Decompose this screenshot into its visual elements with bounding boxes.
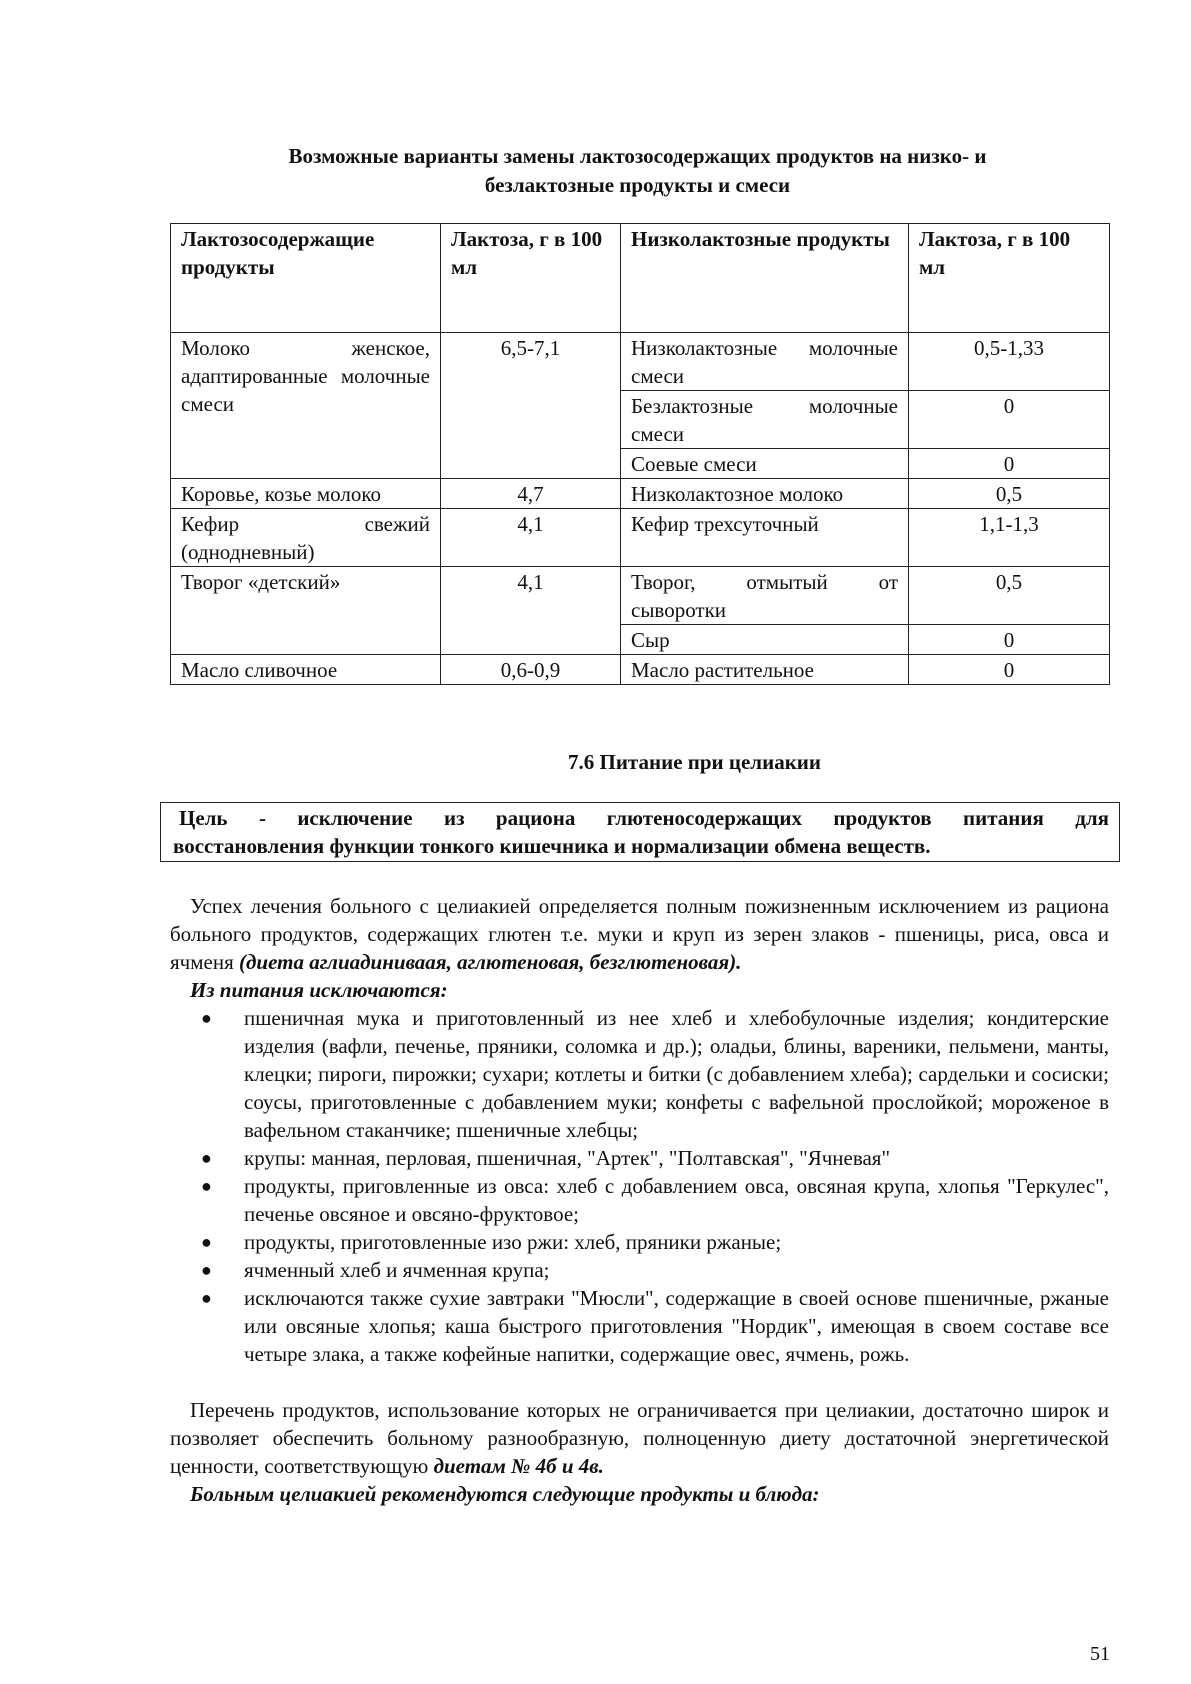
goal-line-1: Цель - исключение из рациона глютеносодержащих продуктов питания для bbox=[179, 806, 1109, 830]
list-item-text: продукты, приговленные из овса: хлеб с добавлением овса, овсяная крупа, хлопья "Геркулес", печенье овсяное и овсяно-фруктовое; bbox=[244, 1174, 1109, 1226]
table-cell-alternative: Сыр bbox=[621, 625, 909, 655]
goal-box bbox=[160, 802, 1120, 862]
table-cell-value: 0,6-0,9 bbox=[441, 655, 621, 685]
table-cell-alternative-value: 0,5 bbox=[909, 479, 1110, 509]
table-row bbox=[171, 509, 1110, 567]
table-cell-product: Творог «детский» bbox=[171, 567, 441, 655]
list-item-text: продукты, приготовленные изо ржи: хлеб, пряники ржаные; bbox=[244, 1230, 782, 1254]
list-item bbox=[201, 1144, 1109, 1172]
table-cell-alternative-value: 0 bbox=[909, 655, 1110, 685]
list-item-text: пшеничная мука и приготовленный из нее хлеб и хлебобулочные изделия; кондитерские изделия (вафли, печенье, пряники, соломка и др.); оладьи, блины, вареники, пельмени, манты, клецки; пироги, пирожки; сухари; котлеты и битки (с добавлением хлеба); сардельки и сосиски; соусы, приготовленные с добавлением муки; конфеты с вафельной прослойкой; мороженое в вафельном стаканчике; пшеничные хлебцы; bbox=[244, 1006, 1109, 1142]
table-cell-alternative: Безлактозные молочные смеси bbox=[621, 391, 909, 449]
recommended-heading: Больным целиакией рекомендуются следующие продукты и блюда: bbox=[190, 1482, 820, 1506]
intro-paragraph bbox=[170, 892, 1109, 976]
table-cell-alternative: Низколактозные молочные смеси bbox=[621, 333, 909, 391]
table-cell-value: 4,7 bbox=[441, 479, 621, 509]
table-cell-alternative: Низколактозное молоко bbox=[621, 479, 909, 509]
bullet-icon: ● bbox=[201, 1232, 212, 1252]
header-lactose-amount: Лактоза, г в 100 мл bbox=[441, 224, 621, 333]
table-cell-alternative-value: 0,5 bbox=[909, 567, 1110, 625]
list-item-text: исключаются также сухие завтраки "Мюсли", содержащие в своей основе пшеничные, ржаные или овсяные хлопья; каша быстрого приготовления "Нордик", имеющая в своем составе все четыре злака, а также кофейные напитки, содержащие овес, ячмень, рожь. bbox=[244, 1286, 1109, 1366]
list-item bbox=[201, 1284, 1109, 1368]
list-item bbox=[201, 1228, 1109, 1256]
lactose-replacement-table bbox=[170, 223, 1110, 685]
table-cell-alternative-value: 0 bbox=[909, 391, 1110, 449]
table-cell-alternative: Масло растительное bbox=[621, 655, 909, 685]
table-cell-alternative-value: 0,5-1,33 bbox=[909, 333, 1110, 391]
table-cell-alternative: Кефир трехсуточный bbox=[621, 509, 909, 567]
list-item-text: ячменный хлеб и ячменная крупа; bbox=[244, 1258, 550, 1282]
table-title bbox=[170, 142, 1105, 200]
header-low-lactose-products: Низколактозные продукты bbox=[621, 224, 909, 333]
list-item bbox=[201, 1172, 1109, 1228]
diet-note: (диета аглиадиниваая, аглютеновая, безглютеновая). bbox=[238, 950, 742, 974]
list-item-text: крупы: манная, перловая, пшеничная, "Артек", "Полтавская", "Ячневая" bbox=[244, 1146, 891, 1170]
table-cell-value: 4,1 bbox=[441, 509, 621, 567]
diet-numbers: диетам № 4б и 4в. bbox=[433, 1454, 604, 1478]
exclusion-heading: Из питания исключаются: bbox=[190, 978, 448, 1002]
bullet-icon: ● bbox=[201, 1260, 212, 1280]
section-heading-text: 7.6 Питание при целиакии bbox=[567, 750, 821, 774]
list-item bbox=[201, 1256, 1109, 1284]
header-lactose-products: Лактозосодержащие продукты bbox=[171, 224, 441, 333]
bullet-icon: ● bbox=[201, 1008, 212, 1028]
goal-line-2: восстановления функции тонкого кишечника и нормализации обмена веществ. bbox=[173, 834, 931, 858]
table-cell-alternative-value: 0 bbox=[909, 625, 1110, 655]
header-low-lactose-amount: Лактоза, г в 100 мл bbox=[909, 224, 1110, 333]
table-cell-value: 4,1 bbox=[441, 567, 621, 655]
allowed-products-text: Перечень продуктов, использование которых не ограничивается при целиакии, достаточно широк и позволяет обеспечить больному разнообразную, полноценную диету достаточной энергетической ценности, соответствующую bbox=[170, 1398, 1109, 1478]
intro-text: Успех лечения больного с целиакией определяется полным пожизненным исключением из рациона больного продуктов, содержащих глютен т.е. муки и круп из зерен злаков - пшеницы, риса, овса и ячменя bbox=[170, 894, 1109, 974]
exclusion-list bbox=[170, 1004, 1109, 1368]
bullet-icon: ● bbox=[201, 1148, 212, 1168]
table-cell-value: 6,5-7,1 bbox=[441, 333, 621, 479]
bullet-icon: ● bbox=[201, 1288, 212, 1308]
table-row bbox=[171, 333, 1110, 391]
body-text bbox=[170, 892, 1109, 1508]
table-row bbox=[171, 567, 1110, 625]
page-number: 51 bbox=[1090, 1643, 1110, 1665]
table-cell-alternative: Творог, отмытый от сыворотки bbox=[621, 567, 909, 625]
table-cell-alternative: Соевые смеси bbox=[621, 449, 909, 479]
allowed-products-paragraph bbox=[170, 1396, 1109, 1480]
table-cell-product: Масло сливочное bbox=[171, 655, 441, 685]
table-cell-alternative-value: 1,1-1,3 bbox=[909, 509, 1110, 567]
section-heading bbox=[170, 748, 1109, 776]
bullet-icon: ● bbox=[201, 1176, 212, 1196]
table-title-line-1: Возможные варианты замены лактозосодержащих продуктов на низко- и bbox=[288, 144, 987, 168]
table-row bbox=[171, 655, 1110, 685]
table-title-line-2: безлактозные продукты и смеси bbox=[484, 173, 791, 197]
table-cell-product: Молоко женское, адаптированные молочные смеси bbox=[171, 333, 441, 479]
table-header-row bbox=[171, 224, 1110, 333]
table-cell-alternative-value: 0 bbox=[909, 449, 1110, 479]
table-row bbox=[171, 479, 1110, 509]
table-cell-product: Кефир свежий (однодневный) bbox=[171, 509, 441, 567]
table-cell-product: Коровье, козье молоко bbox=[171, 479, 441, 509]
list-item bbox=[201, 1004, 1109, 1144]
